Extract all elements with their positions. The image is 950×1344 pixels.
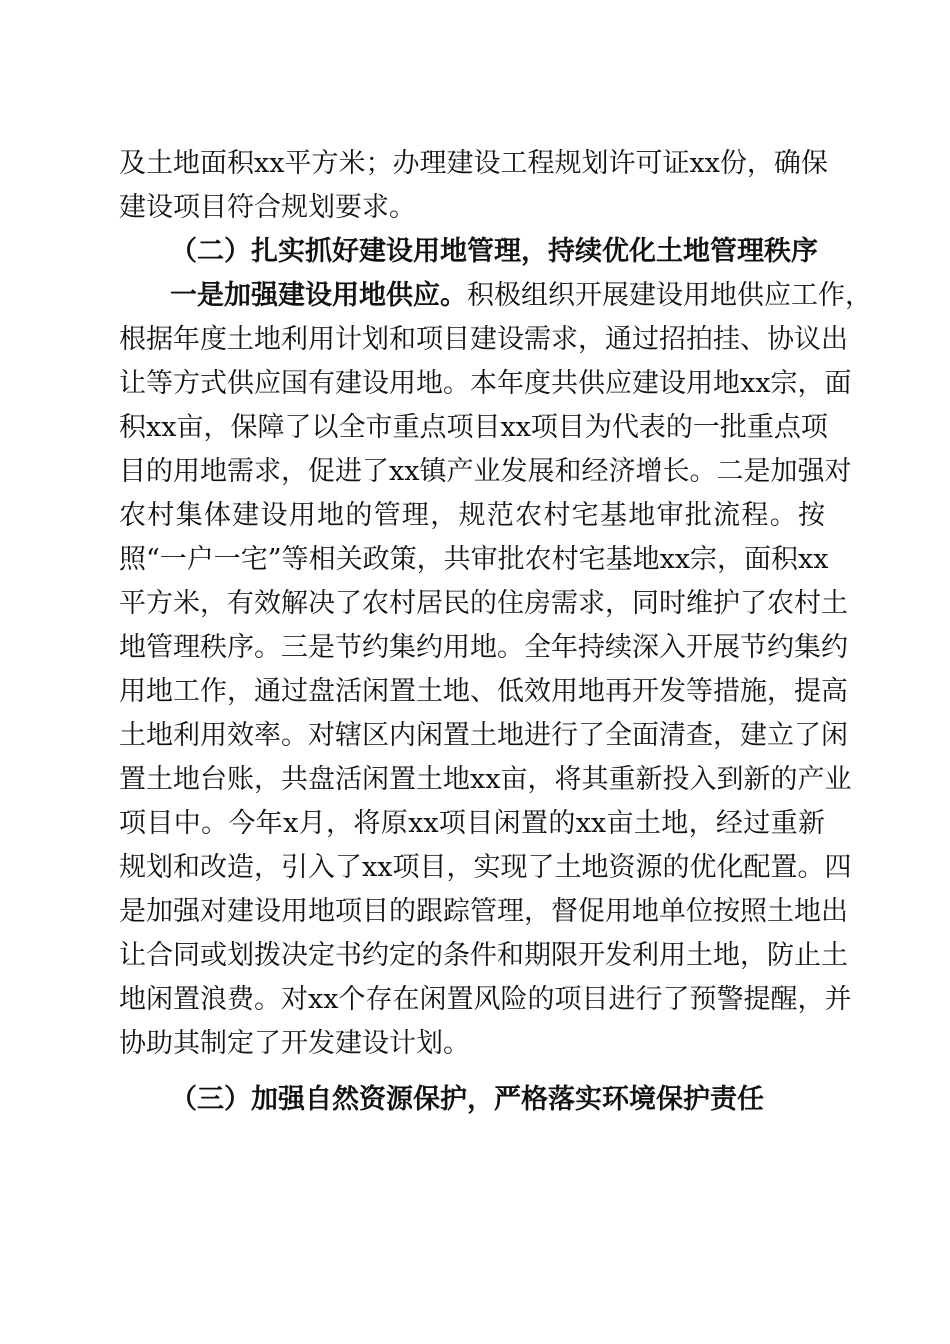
paragraph-line: 是加强对建设用地项目的跟踪管理，督促用地单位按照土地出: [119, 896, 848, 927]
paragraph-line: 用地工作，通过盘活闲置土地、低效用地再开发等措施，提高: [119, 676, 848, 707]
paragraph-line: 积xx亩，保障了以全市重点项目xx项目为代表的一批重点项: [119, 412, 828, 443]
paragraph-line: 规划和改造，引入了xx项目，实现了土地资源的优化配置。四: [119, 852, 852, 883]
paragraph-line: 农村集体建设用地的管理，规范农村宅基地审批流程。按: [119, 500, 825, 531]
paragraph-line: 土地利用效率。对辖区内闲置土地进行了全面清查，建立了闲: [119, 720, 848, 751]
paragraph-line: 及土地面积xx平方米；办理建设工程规划许可证xx份，确保: [119, 148, 828, 179]
paragraph-line: 置土地台账，共盘活闲置土地xx亩，将其重新投入到新的产业: [119, 764, 852, 795]
paragraph-line: 建设项目符合规划要求。: [119, 192, 416, 223]
paragraph-line: 让等方式供应国有建设用地。本年度共供应建设用地xx宗，面: [119, 368, 852, 399]
paragraph-first-line: [170, 274, 872, 318]
paragraph-line: 让合同或划拨决定书约定的条件和期限开发利用土地，防止土: [119, 940, 848, 971]
paragraph-line: 项目中。今年x月，将原xx项目闲置的xx亩土地，经过重新: [119, 808, 825, 839]
paragraph-line: 目的用地需求，促进了xx镇产业发展和经济增长。二是加强对: [119, 456, 852, 487]
paragraph-line: 协助其制定了开发建设计划。: [119, 1028, 470, 1059]
section-heading-2: （二）扎实抓好建设用地管理，持续优化土地管理秩序: [170, 236, 818, 267]
paragraph-lead: 一是加强建设用地供应。: [170, 280, 467, 311]
section-heading-3: （三）加强自然资源保护，严格落实环境保护责任: [170, 1084, 764, 1115]
paragraph-line: 平方米，有效解决了农村居民的住房需求，同时维护了农村土: [119, 588, 848, 619]
paragraph-line: 地管理秩序。三是节约集约用地。全年持续深入开展节约集约: [119, 632, 848, 663]
paragraph-first-rest: 积极组织开展建设用地供应工作，: [467, 280, 872, 311]
paragraph-line: 照“一户一宅”等相关政策，共审批农村宅基地xx宗，面积xx: [119, 544, 829, 575]
paragraph-line: 根据年度土地利用计划和项目建设需求，通过招拍挂、协议出: [119, 324, 848, 355]
paragraph-line: 地闲置浪费。对xx个存在闲置风险的项目进行了预警提醒，并: [119, 984, 852, 1015]
